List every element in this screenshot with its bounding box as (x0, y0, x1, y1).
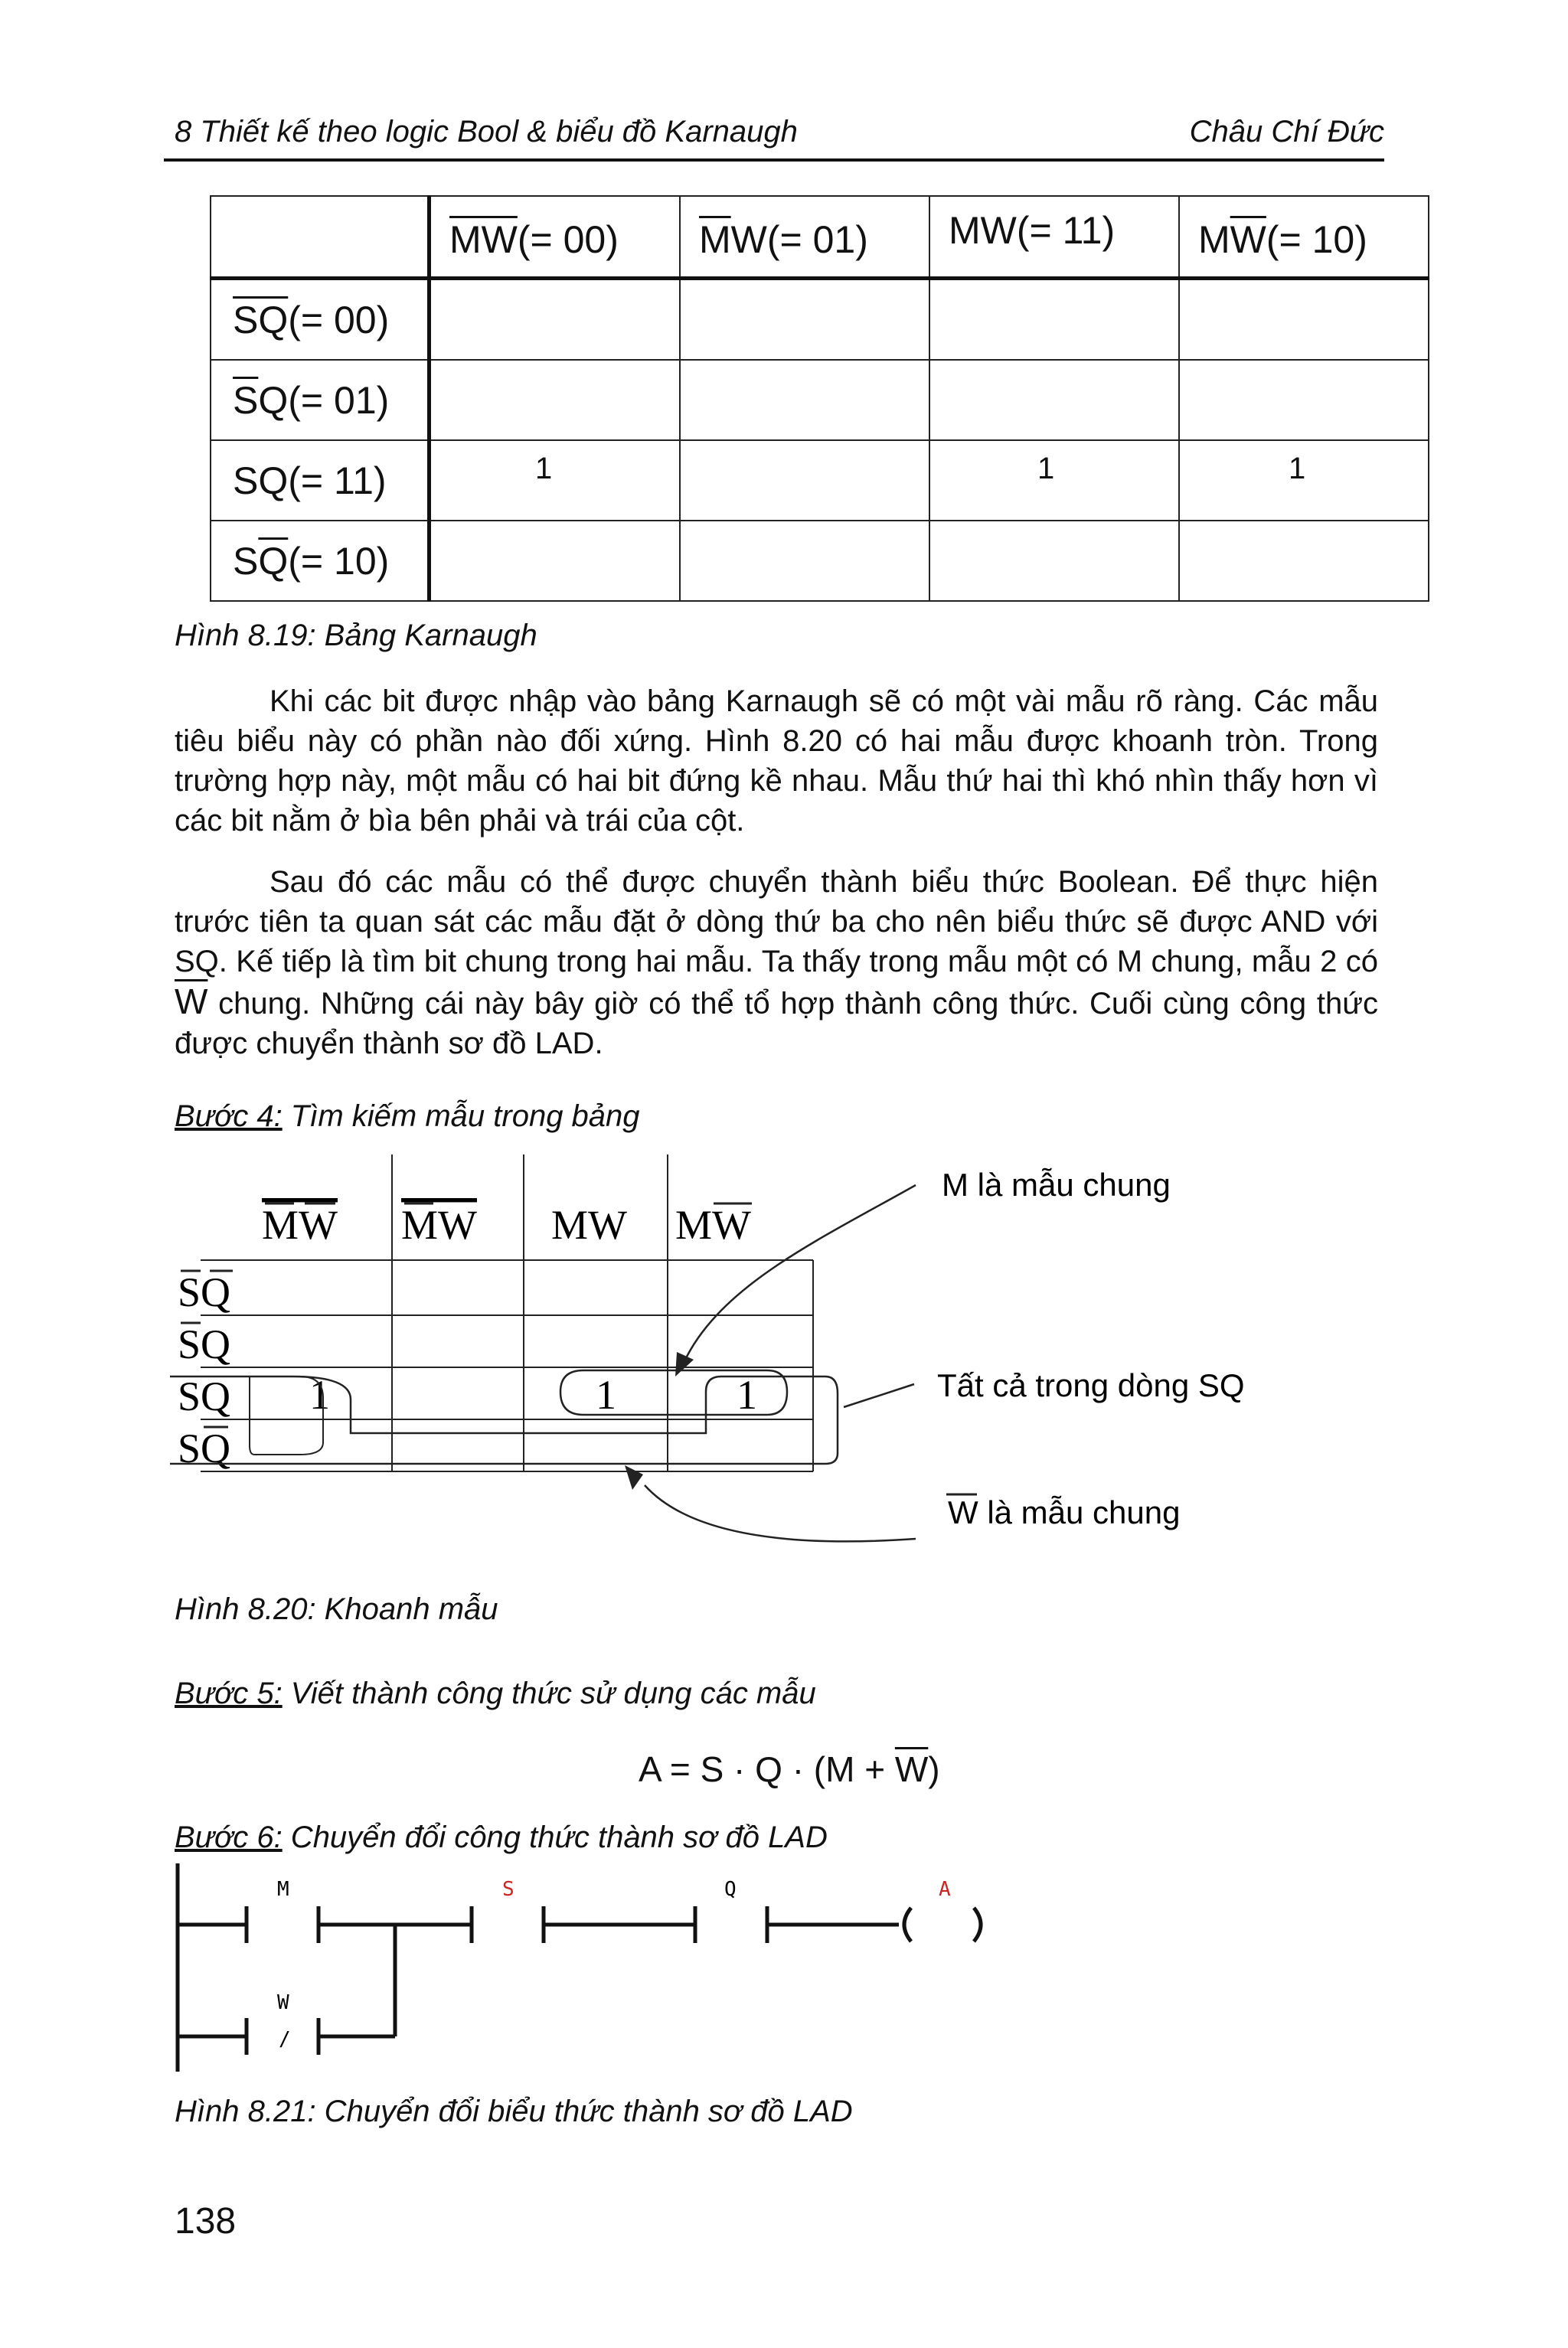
ladder-diagram (170, 1863, 1043, 2078)
fig20-bit-one: 1 (596, 1372, 616, 1418)
label-contact-w: W (277, 1991, 289, 2014)
paragraph-2-after: chung. Những cái này bây giờ có thể tổ hợp thành công thức. Cuối cùng công thức được chuyển thành sơ đồ LAD. (175, 987, 1378, 1060)
karnaugh-col-header-10: $M\overline{W}(= 10)$ (1179, 196, 1429, 279)
label-coil-a: A (939, 1878, 951, 1901)
fig20-row-header: SQ (178, 1321, 231, 1367)
paragraph-1 (175, 681, 1378, 841)
karnaugh-cell (929, 279, 1179, 361)
karnaugh-cell (680, 279, 929, 361)
nc-slash-mark: / (279, 2028, 291, 2051)
page-number: 138 (175, 2201, 237, 2242)
fig20-row-header: SQ (178, 1269, 231, 1315)
karnaugh-row-01 (211, 360, 1429, 440)
label-contact-s: S (502, 1878, 514, 1901)
fig20-col-header: MW (551, 1202, 627, 1248)
boolean-formula: $A = S \cdot Q \cdot (M + \overline{W})$ (639, 1749, 940, 1789)
paragraph-1-text: Khi các bit được nhập vào bảng Karnaugh sẽ có một vài mẫu rõ ràng. Các mẫu tiêu biểu này có phần nào đối xứng. Hình 8.20 có hai mẫu được khoanh tròn. Trong trường hợp này, một mẫu có hai bit đứng kề nhau. Mẫu thứ hai thì khó nhìn thấy hơn vì các bit nằm ở bìa bên phải và trái của cột. (175, 684, 1378, 838)
karnaugh-col-header-00: $\overline{MW}(= 00)$ (430, 196, 681, 279)
caption-figure-8-20: Hình 8.20: Khoanh mẫu (175, 1592, 498, 1626)
karnaugh-cell (1179, 360, 1429, 440)
step-6: Bước 6: Chuyển đổi công thức thành sơ đồ LAD (175, 1821, 828, 1854)
fig20-col-header: MW (401, 1202, 477, 1248)
fig20-col-header: MW (262, 1202, 338, 1248)
paragraph-2-symbol: $\overline{W}$ (175, 981, 208, 1021)
karnaugh-col-header-11: MW(= 11) (929, 196, 1179, 279)
karnaugh-cell (430, 521, 681, 601)
karnaugh-row-11 (211, 440, 1429, 521)
karnaugh-cell: 1 (430, 440, 681, 521)
karnaugh-row-header-01: $\overline{S}Q(= 01)$ (211, 360, 430, 440)
paragraph-2-before: Sau đó các mẫu có thể được chuyển thành biểu thức Boolean. Để thực hiện trước tiên ta quan sát các mẫu đặt ở dòng thứ ba cho nên biểu thức sẽ được AND với SQ. Kế tiếp là tìm bit chung trong hai mẫu. Ta thấy trong mẫu một có M chung, mẫu 2 có (175, 865, 1378, 978)
karnaugh-cell (1179, 521, 1429, 601)
running-header-right: Châu Chí Đức (1189, 115, 1384, 149)
karnaugh-cell (430, 360, 681, 440)
step-5: Bước 5: Viết thành công thức sử dụng các mẫu (175, 1677, 816, 1710)
paragraph-2 (175, 862, 1378, 1063)
karnaugh-row-10 (211, 521, 1429, 601)
paragraph-2-text (175, 862, 1378, 1063)
karnaugh-cell: 1 (1179, 440, 1429, 521)
fig20-bit-one: 1 (737, 1372, 757, 1418)
karnaugh-header-row (211, 196, 1429, 279)
fig20-col-header: MW (675, 1202, 751, 1248)
karnaugh-cell (1179, 279, 1429, 361)
karnaugh-cell (680, 360, 929, 440)
karnaugh-corner-cell (211, 196, 430, 279)
karnaugh-cell (430, 279, 681, 361)
karnaugh-table (210, 195, 1429, 602)
karnaugh-row-00 (211, 279, 1429, 361)
fig20-row-header: SQ (178, 1425, 231, 1471)
annotation-w-common: W là mẫu chung (948, 1494, 1181, 1530)
annotation-sq-row: Tất cả trong dòng SQ (937, 1367, 1245, 1403)
step-4: Bước 4: Tìm kiếm mẫu trong bảng (175, 1099, 640, 1133)
label-contact-m: M (277, 1878, 289, 1901)
annotation-m-common: M là mẫu chung (942, 1167, 1171, 1203)
caption-figure-8-21: Hình 8.21: Chuyển đổi biểu thức thành sơ đồ LAD (175, 2095, 853, 2128)
karnaugh-row-header-10: $S\overline{Q}(= 10)$ (211, 521, 430, 601)
karnaugh-cell (929, 360, 1179, 440)
karnaugh-cell (929, 521, 1179, 601)
fig20-bit-one: 1 (309, 1372, 330, 1418)
label-contact-q: Q (724, 1878, 737, 1901)
caption-figure-8-19: Hình 8.19: Bảng Karnaugh (175, 619, 537, 652)
karnaugh-cell: 1 (929, 440, 1179, 521)
fig20-row-header: SQ (178, 1373, 231, 1419)
karnaugh-row-header-11: SQ(= 11) (211, 440, 430, 521)
karnaugh-col-header-01: $\overline{M}W(= 01)$ (680, 196, 929, 279)
karnaugh-row-header-00: $\overline{SQ}(= 00)$ (211, 279, 430, 361)
running-header-left: 8 Thiết kế theo logic Bool & biểu đồ Karnaugh (175, 115, 798, 149)
header-rule (164, 158, 1384, 162)
figure-8-20-pattern-diagram (170, 1154, 1272, 1553)
karnaugh-cell (680, 521, 929, 601)
coil-a (904, 1908, 911, 1941)
karnaugh-cell (680, 440, 929, 521)
